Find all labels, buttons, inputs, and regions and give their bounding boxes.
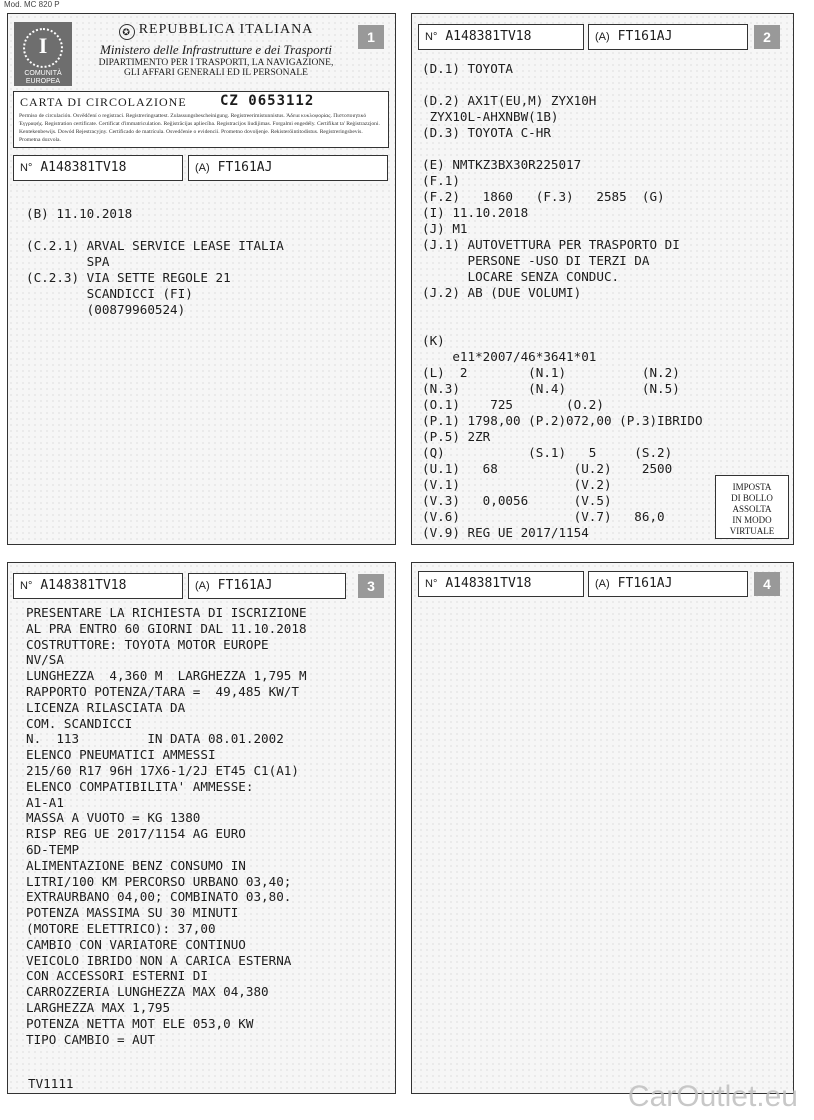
plate-number: FT161AJ [617,576,673,591]
page-number-badge: 1 [358,25,384,49]
plate-number: FT161AJ [217,160,273,175]
document-page-4 [411,562,794,1094]
registration-number: A148381TV18 [40,578,127,593]
plate-number: FT161AJ [217,578,273,593]
registration-number-box: N° A148381TV18 [13,573,183,599]
page-number-badge: 2 [754,25,780,49]
certificate-title-box [13,91,389,148]
country-code: I [38,33,48,58]
registration-number-box: N° A148381TV18 [13,155,183,181]
plate-box: (A) FT161AJ [188,573,346,599]
page-number-badge: 4 [754,572,780,596]
document-number: CZ 0653112 [220,93,315,109]
registration-number: A148381TV18 [445,576,532,591]
document-page-2 [411,13,794,545]
plate-box: (A) FT161AJ [588,24,748,50]
document-title: CARTA DI CIRCOLAZIONE [20,95,187,109]
ministry-name: Ministero delle Infrastrutture e dei Trasporti [100,42,332,57]
registration-number-box: N° A148381TV18 [418,24,584,50]
registration-number-box: N° A148381TV18 [418,571,584,597]
title-translations: Permiso de circulación. Osvědčení o registraci. Registreringsattest. Zulassungsbescheinigung. Registreerimistunnistus. Άδεια κυκλοφορίας. Πιστοποιητικό Έγγραφής. Registration certificate. Certificat d'immatriculation. Reģistrācijas apliecība. Registracijos liudijimas. Forgalmi engedély. Certifikat ta' Reġistrazzjoni. Kentekenbewijs. Dowód Rejestracyjny. Certificado de matrícula. Osvedčenie o evidencii. Prometno dovoljenje. Rekisteröintitodistus. Registreringsbevis. Prometna dozvola. [19,113,380,143]
footer-code: TV1111 [28,1076,74,1091]
plate-box: (A) FT161AJ [188,155,388,181]
page3-body: PRESENTARE LA RICHIESTA DI ISCRIZIONE AL PRA ENTRO 60 GIORNI DAL 11.10.2018 COSTRUTTORE: TOYOTA MOTOR EUROPE NV/SA LUNGHEZZA 4,360 M LARGHEZZA 1,795 M RAPPORTO POTENZA/TARA = 49,485 KW/T LICENZA RILASCIATA DA COM. SCANDICCI N. 113 IN DATA 08.01.2002 ELENCO PNEUMATICI AMMESSI 215/60 R17 96H 17X6-1/2J ET45 C1(A1) ELENCO COMPATIBILITA' AMMESSE: A1-A1 MASSA A VUOTO = KG 1380 RISP REG UE 2017/1154 AG EURO 6D-TEMP ALIMENTAZIONE BENZ CONSUMO IN LITRI/100 KM PERCORSO URBANO 03,40; EXTRAURBANO 04,00; COMBINATO 03,80. POTENZA MASSIMA SU 30 MINUTI (MOTORE ELETTRICO): 37,00 CAMBIO CON VARIATORE CONTINUO VEICOLO IBRIDO NON A CARICA ESTERNA CON ACCESSORI ESTERNI DI CARROZZERIA LUNGHEZZA MAX 04,380 LARGHEZZA MAX 1,795 POTENZA NETTA MOT ELE 053,0 KW TIPO CAMBIO = AUT [26,605,307,1047]
department-name: DIPARTIMENTO PER I TRASPORTI, LA NAVIGAZIONE, GLI AFFARI GENERALI ED IL PERSONALE [98,58,334,78]
document-page-1 [7,13,396,545]
plate-number: FT161AJ [617,29,673,44]
page1-body: (B) 11.10.2018 (C.2.1) ARVAL SERVICE LEASE ITALIA SPA (C.2.3) VIA SETTE REGOLE 21 SCANDICCI (FI) (00879960524) [26,206,284,317]
registration-number: A148381TV18 [445,29,532,44]
watermark: CarOutlet.eu [627,1080,798,1113]
registration-number: A148381TV18 [40,160,127,175]
tax-stamp-box: IMPOSTA DI BOLLO ASSOLTA IN MODO VIRTUALE [715,475,789,539]
form-model-label: Mod. MC 820 P [4,0,60,9]
page-number-badge: 3 [358,574,384,598]
republic-title: REPUBBLICA ITALIANA [138,22,314,37]
ministry-header [82,22,350,78]
plate-box: (A) FT161AJ [588,571,748,597]
eu-label: COMUNITÀ EUROPEA [24,70,62,85]
italian-emblem-icon: ✪ [119,24,135,40]
eu-flag [14,22,72,86]
document-page-3 [7,562,396,1094]
page2-body: (D.1) TOYOTA (D.2) AX1T(EU,M) ZYX10H ZYX10L-AHXNBW(1B) (D.3) TOYOTA C-HR (E) NMTKZ3BX30R225017 (F.1) (F.2) 1860 (F.3) 2585 (G) (I) 11.10.2018 (J) M1 (J.1) AUTOVETTURA PER TRASPORTO DI PERSONE -USO DI TERZI DA LOCARE SENZA CONDUC. (J.2) AB (DUE VOLUMI) (K) e11*2007/46*3641*01 (L) 2 (N.1) (N.2) (N.3) (N.4) (N.5) (O.1) 725 (O.2) (P.1) 1798,00 (P.2)072,00 (P.3)IBRIDO (P.5) 2ZR (Q) (S.1) 5 (S.2) (U.1) 68 (U.2) 2500 (V.1) (V.2) (V.3) 0,0056 (V.5) (V.6) (V.7) 86,0 (V.9) REG UE 2017/1154 [422,61,703,540]
